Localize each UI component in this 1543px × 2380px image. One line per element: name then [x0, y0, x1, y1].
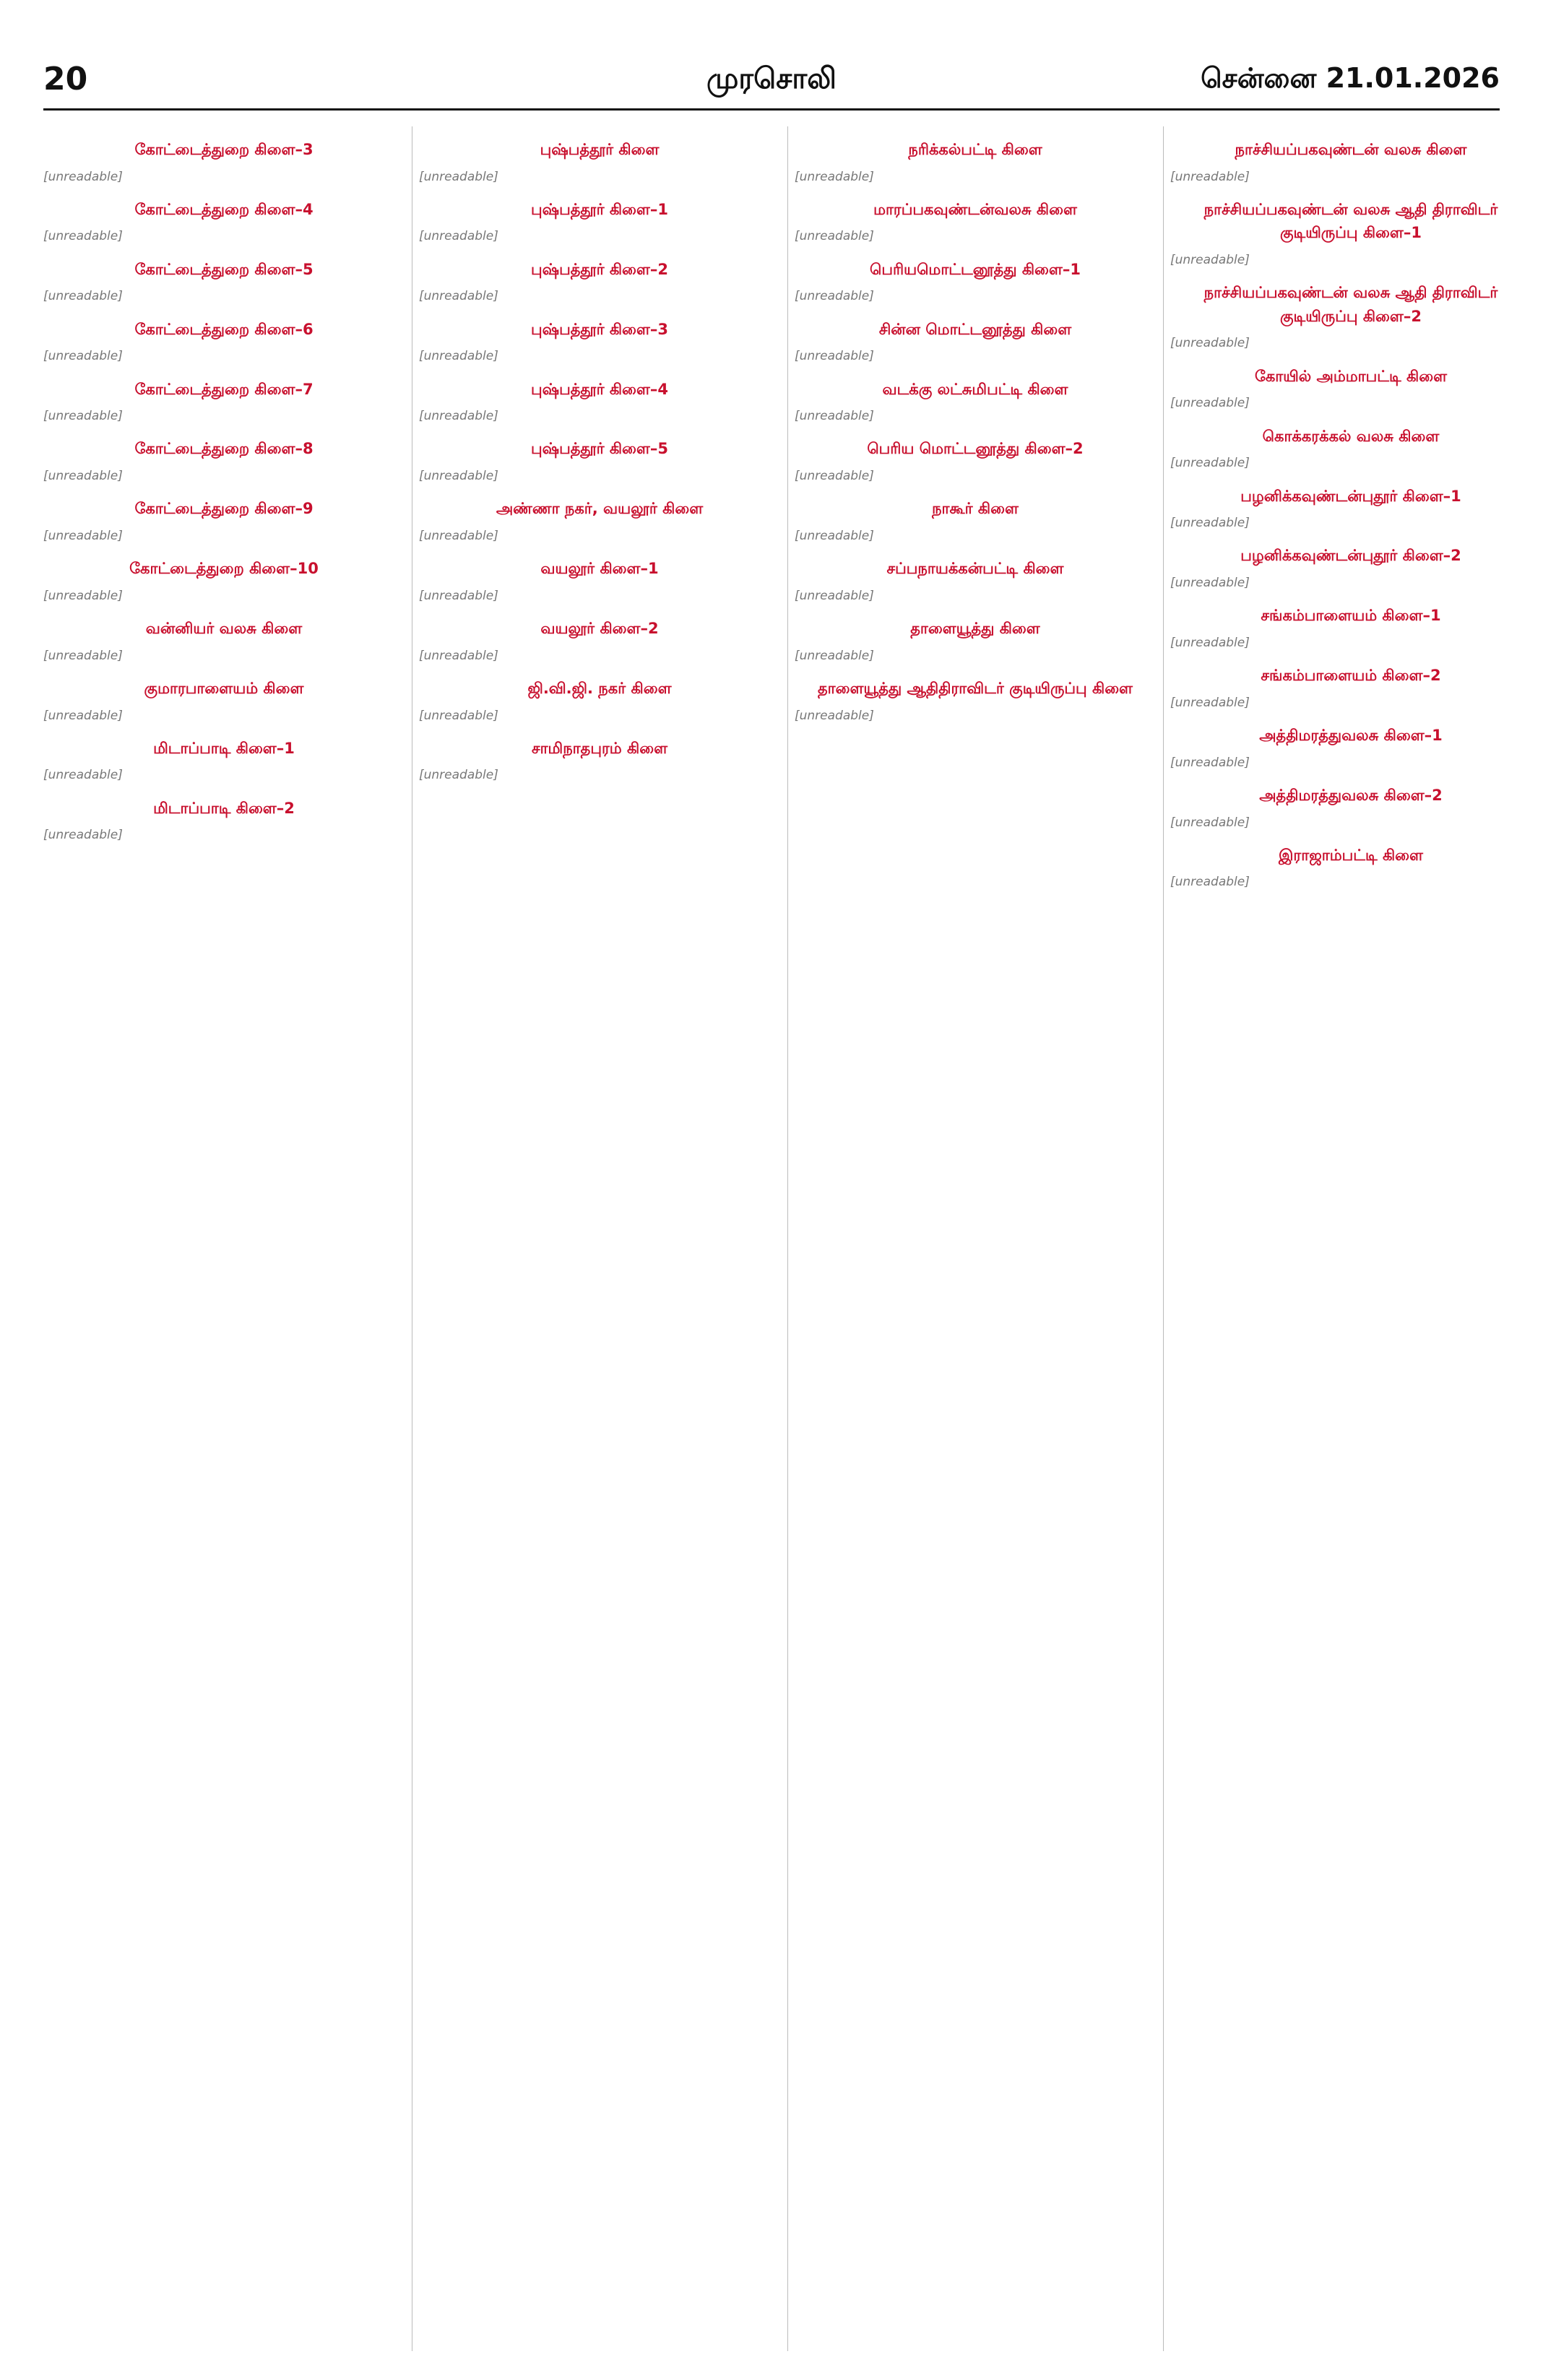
section-heading: கோட்டைத்துறை கிளை–10 — [129, 560, 319, 578]
section-body: [unreadable] — [1170, 755, 1250, 770]
column-separator — [787, 126, 788, 2351]
section-heading: தாளையூத்து கிளை — [910, 620, 1040, 638]
section-body: [unreadable] — [43, 648, 123, 663]
section-heading: கோட்டைத்துறை கிளை–4 — [134, 200, 314, 218]
section-body: [unreadable] — [419, 469, 498, 483]
section-heading: பழனிக்கவுண்டன்புதூர் கிளை–2 — [1240, 547, 1461, 565]
section-heading: கொக்கரக்கல் வலசு கிளை — [1262, 427, 1440, 445]
section-heading: சாமிநாதபுரம் கிளை — [531, 739, 668, 757]
section-heading: புஷ்பத்தூர் கிளை–5 — [531, 440, 668, 458]
section-heading: நாச்சியப்பகவுண்டன் வலசு ஆதி திராவிடர் குடியிருப்பு கிளை–2 — [1203, 284, 1498, 325]
paper-name: முரசொலி — [706, 62, 837, 95]
section-heading: புஷ்பத்தூர் கிளை — [540, 141, 660, 158]
section-body: [unreadable] — [43, 169, 123, 184]
section-heading: கோட்டைத்துறை கிளை–8 — [134, 440, 314, 458]
section-body: [unreadable] — [43, 469, 123, 483]
section-body: [unreadable] — [419, 648, 498, 663]
section-body: [unreadable] — [1170, 252, 1250, 267]
page-number: 20 — [43, 61, 88, 98]
section-heading: மாரப்பகவுண்டன்வலசு கிளை — [873, 200, 1077, 218]
section-body: [unreadable] — [795, 588, 874, 603]
section-body: [unreadable] — [43, 768, 123, 783]
section-body: [unreadable] — [419, 588, 498, 603]
section-heading: புஷ்பத்தூர் கிளை–4 — [531, 380, 668, 398]
section-body: [unreadable] — [419, 349, 498, 364]
section-heading: பெரியமொட்டனூத்து கிளை–1 — [869, 260, 1081, 278]
section-body: [unreadable] — [795, 229, 874, 244]
column-separator — [1163, 126, 1164, 2351]
section-heading: நாகூர் கிளை — [932, 500, 1019, 518]
section-body: [unreadable] — [795, 528, 874, 543]
section-body: [unreadable] — [795, 469, 874, 483]
section-body: [unreadable] — [419, 169, 498, 184]
section-body: [unreadable] — [43, 588, 123, 603]
section-heading: ஜி.வி.ஜி. நகர் கிளை — [527, 680, 672, 698]
section-heading: சப்பநாயக்கன்பட்டி கிளை — [886, 560, 1064, 578]
section-body: [unreadable] — [43, 409, 123, 424]
section-heading: நரிக்கல்பட்டி கிளை — [908, 141, 1042, 158]
section-body: [unreadable] — [1170, 575, 1250, 590]
section-body: [unreadable] — [795, 169, 874, 184]
section-heading: பழனிக்கவுண்டன்புதூர் கிளை–1 — [1240, 487, 1461, 505]
section-heading: அத்திமரத்துவலசு கிளை–1 — [1259, 727, 1443, 745]
section-heading: புஷ்பத்தூர் கிளை–2 — [531, 260, 668, 278]
section-heading: கோட்டைத்துறை கிளை–5 — [134, 260, 314, 278]
masthead-rule — [43, 108, 1500, 111]
column-3 — [795, 126, 1156, 735]
section-body: [unreadable] — [419, 289, 498, 304]
section-heading: புஷ்பத்தூர் கிளை–1 — [531, 200, 668, 218]
section-heading: அண்ணா நகர், வயலூர் கிளை — [496, 500, 704, 518]
section-heading: நாச்சியப்பகவுண்டன் வலசு ஆதி திராவிடர் குடியிருப்பு கிளை–1 — [1203, 200, 1498, 242]
section-heading: சின்ன மொட்டனூத்து கிளை — [878, 320, 1072, 338]
section-body: [unreadable] — [43, 708, 123, 723]
section-heading: மிடாப்பாடி கிளை–1 — [153, 739, 295, 757]
section-body: [unreadable] — [1170, 169, 1250, 184]
section-heading: குமாரபாளையம் கிளை — [144, 680, 304, 698]
section-body: [unreadable] — [43, 349, 123, 364]
column-2 — [419, 126, 780, 795]
section-heading: கோட்டைத்துறை கிளை–6 — [134, 320, 314, 338]
section-body: [unreadable] — [43, 229, 123, 244]
section-body: [unreadable] — [1170, 815, 1250, 830]
dateline: சென்னை 21.01.2026 — [1201, 62, 1500, 94]
section-body: [unreadable] — [795, 289, 874, 304]
section-body: [unreadable] — [43, 828, 123, 843]
section-body: [unreadable] — [419, 409, 498, 424]
column-4 — [1170, 126, 1531, 902]
section-body: [unreadable] — [43, 528, 123, 543]
section-heading: கோட்டைத்துறை கிளை–3 — [134, 141, 314, 158]
section-body: [unreadable] — [795, 349, 874, 364]
section-heading: வன்னியர் வலசு கிளை — [145, 620, 303, 638]
section-heading: வயலூர் கிளை–1 — [540, 560, 659, 578]
section-body: [unreadable] — [419, 768, 498, 783]
section-body: [unreadable] — [419, 708, 498, 723]
section-heading: சங்கம்பாளையம் கிளை–1 — [1261, 607, 1441, 625]
section-heading: புஷ்பத்தூர் கிளை–3 — [531, 320, 668, 338]
section-body: [unreadable] — [1170, 695, 1250, 710]
section-body: [unreadable] — [43, 289, 123, 304]
section-heading: கோயில் அம்மாபட்டி கிளை — [1254, 367, 1448, 385]
masthead — [43, 51, 1500, 101]
section-heading: வயலூர் கிளை–2 — [540, 620, 659, 638]
section-body: [unreadable] — [1170, 456, 1250, 471]
section-heading: நாச்சியப்பகவுண்டன் வலசு கிளை — [1235, 141, 1467, 158]
section-body: [unreadable] — [1170, 635, 1250, 650]
section-heading: வடக்கு லட்சுமிபட்டி கிளை — [882, 380, 1068, 398]
section-heading: அத்திமரத்துவலசு கிளை–2 — [1259, 787, 1443, 804]
section-heading: இராஜாம்பட்டி கிளை — [1278, 846, 1424, 864]
section-body: [unreadable] — [795, 409, 874, 424]
section-heading: மிடாப்பாடி கிளை–2 — [153, 799, 295, 817]
section-heading: பெரிய மொட்டனூத்து கிளை–2 — [867, 440, 1084, 458]
section-heading: சங்கம்பாளையம் கிளை–2 — [1261, 667, 1441, 685]
section-body: [unreadable] — [419, 229, 498, 244]
section-body: [unreadable] — [1170, 875, 1250, 890]
section-heading: கோட்டைத்துறை கிளை–7 — [134, 380, 314, 398]
section-body: [unreadable] — [1170, 396, 1250, 411]
section-body: [unreadable] — [1170, 336, 1250, 351]
column-1 — [43, 126, 405, 855]
section-heading: கோட்டைத்துறை கிளை–9 — [134, 500, 314, 518]
section-body: [unreadable] — [1170, 516, 1250, 531]
section-body: [unreadable] — [795, 648, 874, 663]
section-body: [unreadable] — [795, 708, 874, 723]
section-body: [unreadable] — [419, 528, 498, 543]
section-heading: தாளையூத்து ஆதிதிராவிடர் குடியிருப்பு கிளை — [817, 680, 1133, 698]
